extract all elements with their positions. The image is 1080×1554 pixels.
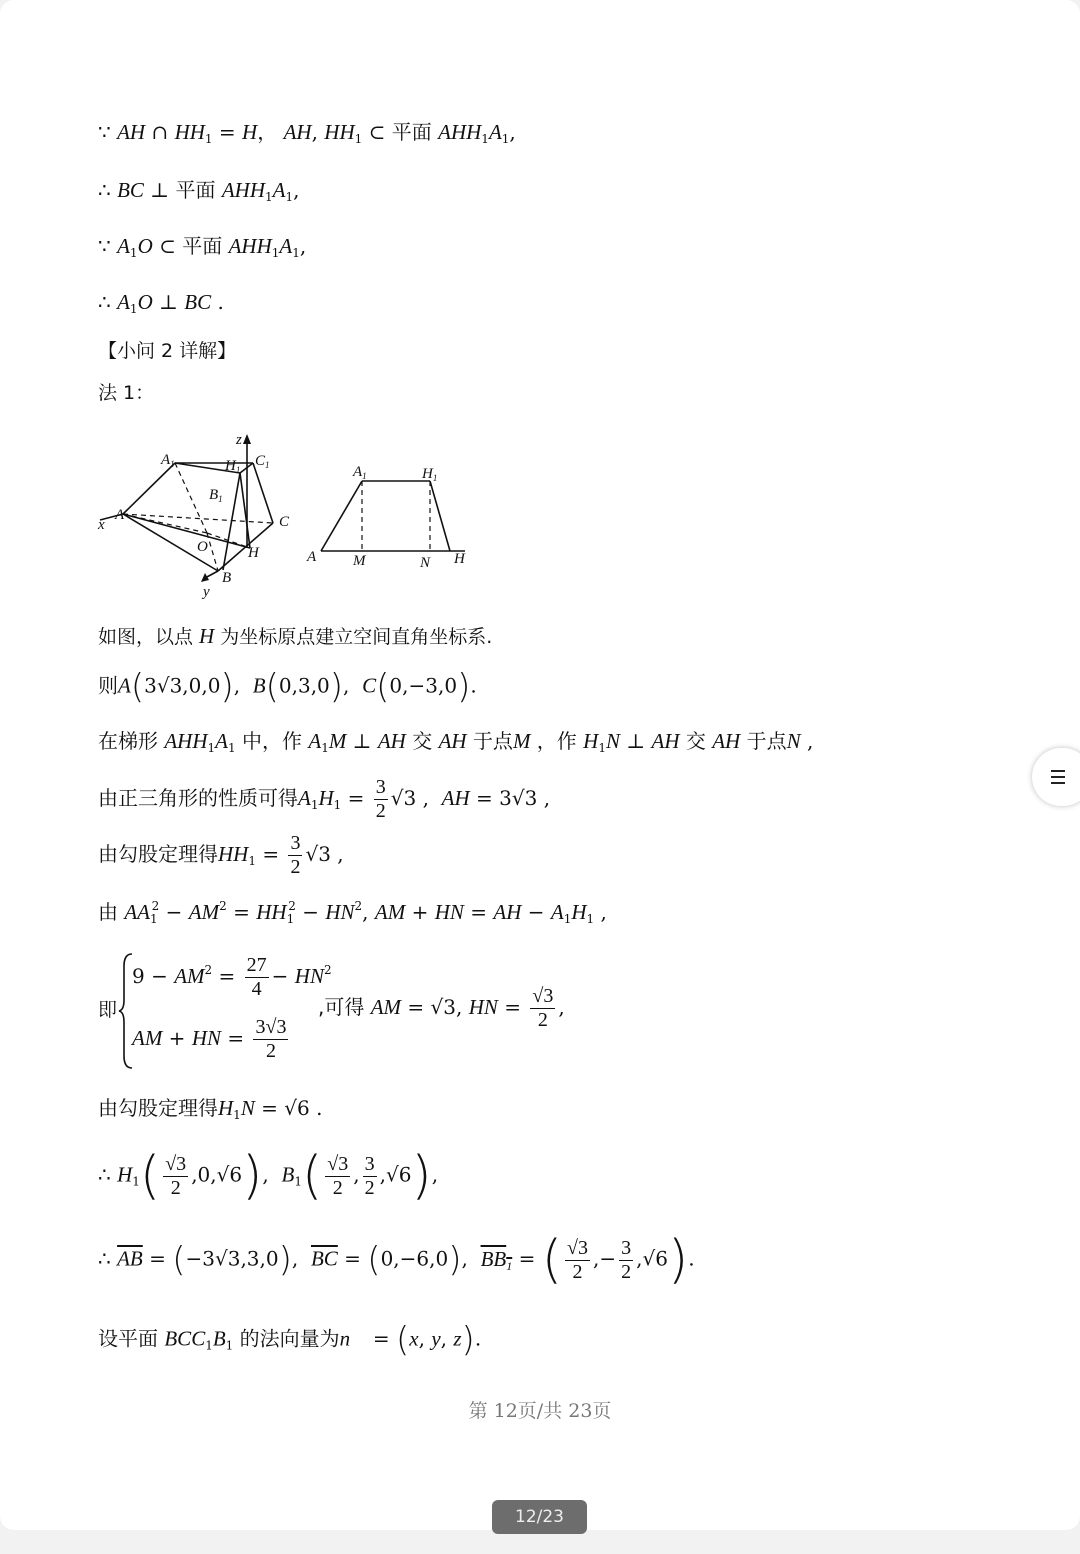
normal-vector-setup: 设平面 $BCC_1B_1$ 的法向量为n⃗ = (x, y, z). xyxy=(98,1320,482,1360)
proof-line-1: ∵ AH ∩ $HH_1 = H$， AH, $HH_1$ ⊂ 平面 $AHH_1A_1$, xyxy=(98,120,516,146)
hamburger-menu-icon xyxy=(1050,769,1068,785)
svg-text:x: x xyxy=(98,517,105,533)
svg-text:C: C xyxy=(279,514,290,530)
equilateral-property: 由正三角形的性质可得$A_1H_1$ = $\frac{3}{2}$ √3 , AH = 3√3 , xyxy=(98,776,551,822)
svg-text:H: H xyxy=(454,551,465,567)
points-h1-b1: ∴ $H_1$( $\frac{√3}{2}$ ,0,√6), $B_1$( $\frac{√3}{2}$ , $\frac{3}{2}$ ,√6), xyxy=(98,1146,439,1206)
page-indicator: 12/23 xyxy=(492,1500,587,1534)
system-result: ,可得 AM = √3, HN = $\frac{√3}{2}$ , xyxy=(318,985,565,1031)
svg-text:M: M xyxy=(353,553,366,569)
pythagoras-hh1: 由勾股定理得$HH_1$ = $\frac{3}{2}$ √3 , xyxy=(98,832,344,878)
svg-text:B: B xyxy=(222,570,232,586)
svg-text:O: O xyxy=(197,539,208,555)
section-heading: 【小问 2 详解】 xyxy=(98,340,237,362)
geometry-figure xyxy=(95,430,485,605)
svg-text:A: A xyxy=(115,507,125,523)
svg-text:H1: $H_1$ xyxy=(225,458,241,475)
svg-text:A: A xyxy=(307,549,317,565)
pythagoras-h1n: 由勾股定理得$H_1N = √6$ . xyxy=(98,1096,323,1122)
svg-text:N: N xyxy=(420,555,431,571)
trapezoid-construction: 在梯形 $AHH_1A_1$ 中，作 $A_1M$ ⊥ AH 交 AH 于点M ，作 $H_1N$ ⊥ AH 交 AH 于点N , xyxy=(98,729,814,755)
vectors: ∴ $\overline{AB} = (-3√3,3,0)$, $\overline{BC} = (0,-6,0)$, $BB_1$ = ( $\frac{√3}{2}$ ,− $\frac{3}{2}$ ,√6). xyxy=(98,1230,695,1290)
svg-text:y: y xyxy=(203,584,210,600)
page-footer: 第 12页/共 23页 xyxy=(468,1400,612,1422)
svg-text:A1: $A_1$ xyxy=(353,464,367,481)
svg-text:B1: $B_1$ xyxy=(209,487,223,504)
system-prefix: 即 xyxy=(98,999,118,1021)
svg-text:z: z xyxy=(236,432,242,448)
coordinate-setup-text: 如图，以点 H 为坐标原点建立空间直角坐标系. xyxy=(98,624,493,648)
svg-text:C1: $C_1$ xyxy=(255,453,270,470)
method-label: 法 1： xyxy=(98,382,155,404)
proof-line-3: ∵ $A_1O$ ⊂ 平面 $AHH_1A_1$, xyxy=(98,234,307,260)
svg-text:H1: $H_1$ xyxy=(422,466,438,483)
point-coordinates: 则A(3√3,0,0), B(0,3,0), C(0,−3,0). xyxy=(98,667,477,707)
length-relations: 由 $AA_1^2 - AM^2 = HH_1^2 - HN^2$, AM + HN = AH − $A_1H_1$ , xyxy=(98,899,607,926)
proof-line-2: ∴ BC ⊥ 平面 $AHH_1A_1$, xyxy=(98,178,300,204)
equation-2: AM + HN = $\frac{3√3}{2}$ xyxy=(132,1016,287,1062)
svg-text:A1: $A_1$ xyxy=(161,452,175,469)
svg-text:H: H xyxy=(248,545,259,561)
proof-line-4: ∴ $A_1O$ ⊥ BC . xyxy=(98,290,224,316)
equation-1: $9 - AM^2$ = $\frac{27}{4}$ − $HN^2$ xyxy=(132,954,332,1000)
trapezoid-figure xyxy=(321,481,465,551)
